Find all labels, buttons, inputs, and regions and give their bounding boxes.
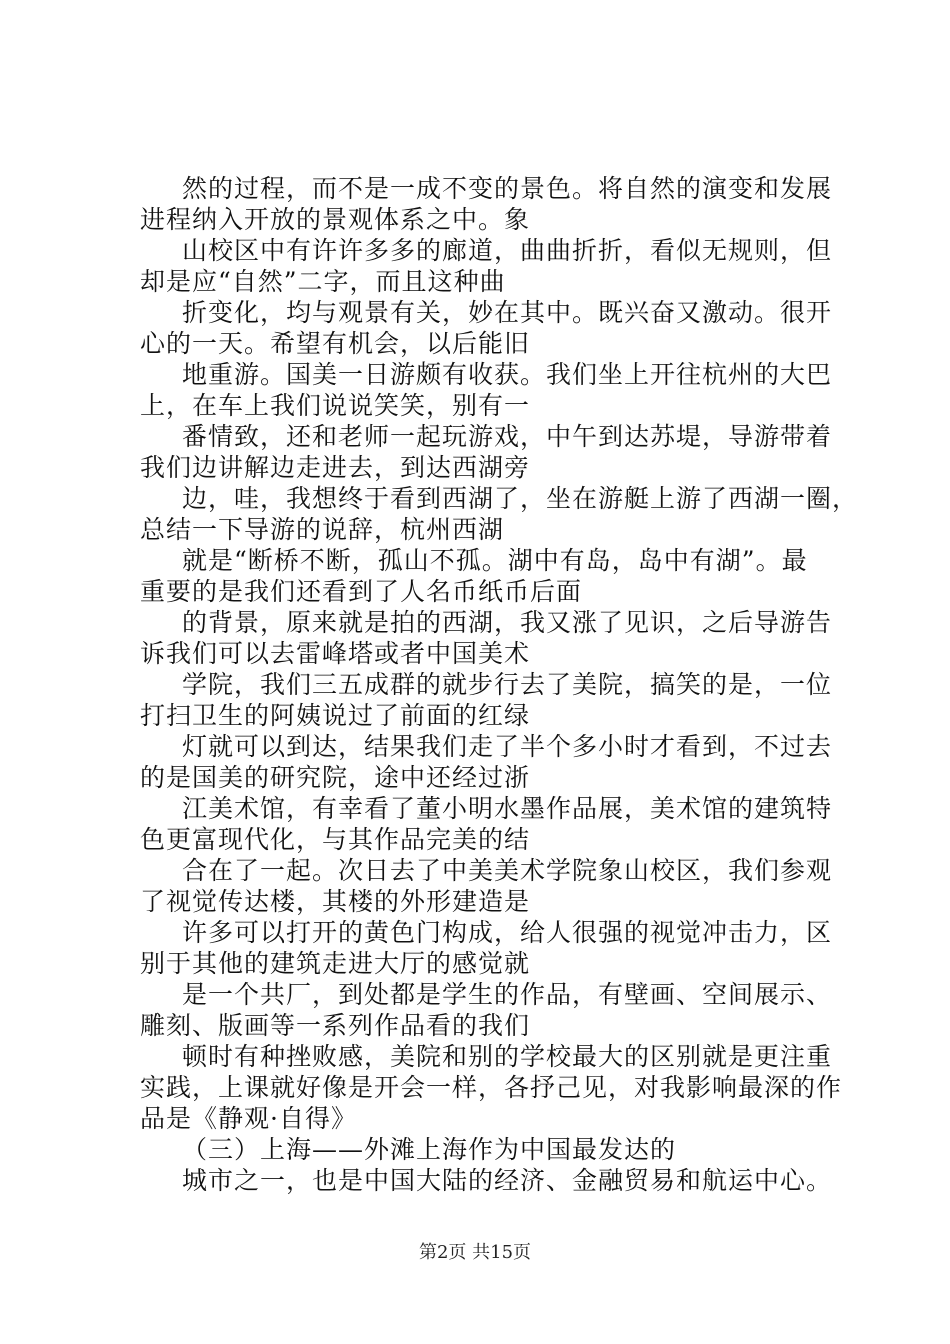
text-line: 的背景，原来就是拍的西湖，我又涨了见识，之后导游告	[182, 608, 833, 637]
text-line: 然的过程，而不是一成不变的景色。将自然的演变和发展	[182, 174, 833, 203]
text-line: 城市之一，也是中国大陆的经济、金融贸易和航运中心。	[182, 1166, 833, 1195]
text-line: 打扫卫生的阿姨说过了前面的红绿	[140, 701, 531, 730]
text-line: 进程纳入开放的景观体系之中。象	[140, 205, 531, 234]
text-line: 顿时有种挫败感，美院和别的学校最大的区别就是更注重	[182, 1042, 833, 1071]
text-line: 的是国美的研究院，途中还经过浙	[140, 763, 531, 792]
text-line: 上，在车上我们说说笑笑，别有一	[140, 391, 531, 420]
text-line: 折变化，均与观景有关，妙在其中。既兴奋又激动。很开	[182, 298, 833, 327]
text-line: 诉我们可以去雷峰塔或者中国美术	[140, 639, 531, 668]
text-line: 是一个共厂，到处都是学生的作品，有壁画、空间展示、	[182, 980, 833, 1009]
text-line: 品是《静观·自得》	[140, 1104, 357, 1133]
page-number-footer: 第2页 共15页	[418, 1242, 532, 1263]
text-line: 地重游。国美一日游颇有收获。我们坐上开往杭州的大巴	[182, 360, 833, 389]
text-line: 灯就可以到达，结果我们走了半个多小时才看到，不过去	[182, 732, 833, 761]
text-line: 江美术馆，有幸看了董小明水墨作品展，美术馆的建筑特	[182, 794, 833, 823]
text-line: 了视觉传达楼，其楼的外形建造是	[140, 887, 531, 916]
text-line: 心的一天。希望有机会，以后能旧	[140, 329, 531, 358]
text-line: 实践，上课就好像是开会一样，各抒己见，对我影响最深的作	[140, 1073, 843, 1102]
text-line: 却是应“自然”二字，而且这种曲	[140, 267, 506, 296]
text-line: 许多可以打开的黄色门构成，给人很强的视觉冲击力，区	[182, 918, 833, 947]
text-line: 重要的是我们还看到了人名币纸币后面	[140, 577, 583, 606]
text-line: 别于其他的建筑走进大厅的感觉就	[140, 949, 531, 978]
text-line: 番情致，还和老师一起玩游戏，中午到达苏堤，导游带着	[182, 422, 833, 451]
text-line: 合在了一起。次日去了中美美术学院象山校区，我们参观	[182, 856, 833, 885]
text-line: 边，哇，我想终于看到西湖了，坐在游艇上游了西湖一圈，	[182, 484, 859, 513]
body-text	[140, 173, 859, 1196]
text-line: 就是“断桥不断，孤山不孤。湖中有岛，岛中有湖”。最	[182, 546, 808, 575]
section-heading-line: （三）上海——外滩上海作为中国最发达的	[182, 1135, 677, 1164]
text-line: 学院，我们三五成群的就步行去了美院，搞笑的是，一位	[182, 670, 833, 699]
text-line: 总结一下导游的说辞，杭州西湖	[140, 515, 505, 544]
text-line: 雕刻、版画等一系列作品看的我们	[140, 1011, 531, 1040]
text-line: 我们边讲解边走进去，到达西湖旁	[140, 453, 531, 482]
text-line: 色更富现代化，与其作品完美的结	[140, 825, 531, 854]
text-line: 山校区中有许许多多的廊道，曲曲折折，看似无规则，但	[182, 236, 833, 265]
